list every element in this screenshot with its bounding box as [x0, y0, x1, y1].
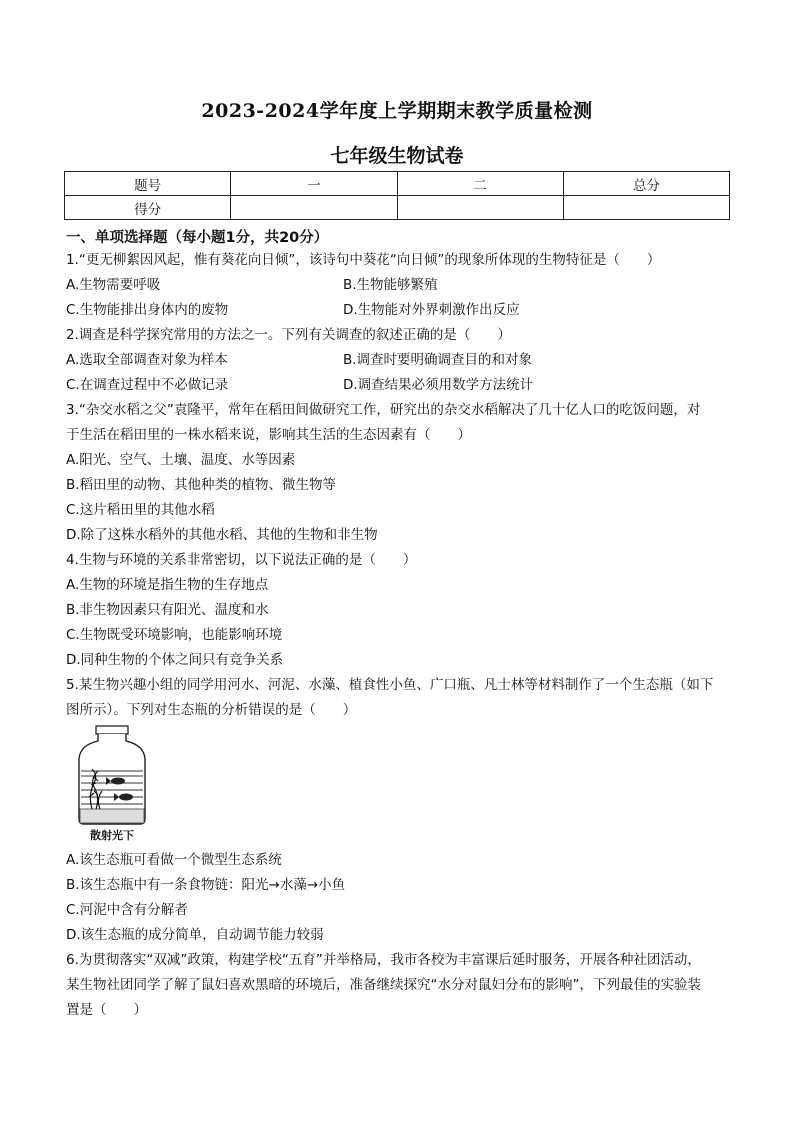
q6-stem-line1: 6.为贯彻落实“双减”政策，构建学校“五育”并举格局，我市各校为丰富课后延时服务，开展各种社团活动， [66, 952, 701, 968]
q2-option-d: D.调查结果必须用数学方法统计 [343, 377, 534, 393]
score-table-header: 一 [231, 172, 397, 196]
river-mud [80, 809, 144, 823]
q4-option-d: D.同种生物的个体之间只有竞争关系 [66, 652, 284, 668]
score-row-label: 得分 [65, 196, 231, 220]
score-cell[interactable] [397, 196, 563, 220]
ecological-bottle-figure [74, 725, 150, 843]
q5-option-d: D.该生态瓶的成分简单，自动调节能力较弱 [66, 927, 324, 943]
exam-title: 2023-2024学年度上学期期末教学质量检测 [201, 100, 593, 122]
q2-option-a: A.选取全部调查对象为样本 [66, 352, 228, 368]
score-table-header-row [65, 172, 730, 196]
exam-subtitle: 七年级生物试卷 [330, 145, 464, 167]
q4-option-c: C.生物既受环境影响，也能影响环境 [66, 627, 283, 643]
q1-option-a: A.生物需要呼吸 [66, 277, 161, 293]
q1-stem: 1.“更无柳絮因风起，惟有葵花向日倾”，该诗句中葵花“向日倾”的现象所体现的生物特征是（ ） [66, 252, 661, 268]
q3-stem-line1: 3.“杂交水稻之父”袁隆平，常年在稻田间做研究工作，研究出的杂交水稻解决了几十亿人口的吃饭问题，对 [66, 402, 701, 418]
q4-option-a: A.生物的环境是指生物的生存地点 [66, 577, 269, 593]
q1-option-b: B.生物能够繁殖 [343, 277, 438, 293]
q4-stem: 4.生物与环境的关系非常密切，以下说法正确的是（ ） [66, 552, 417, 568]
q3-option-c: C.这片稻田里的其他水稻 [66, 502, 215, 518]
q3-option-a: A.阳光、空气、土壤、温度、水等因素 [66, 452, 296, 468]
q5-option-c: C.河泥中含有分解者 [66, 902, 188, 918]
q3-option-d: D.除了这株水稻外的其他水稻、其他的生物和非生物 [66, 527, 378, 543]
q5-option-a: A.该生态瓶可看做一个微型生态系统 [66, 852, 282, 868]
q6-stem-line3: 置是（ ） [66, 1002, 147, 1018]
q2-option-c: C.在调查过程中不必做记录 [66, 377, 229, 393]
q5-stem-line1: 5.某生物兴趣小组的同学用河水、河泥、水藻、植食性小鱼、广口瓶、凡士林等材料制作了一个生态瓶（如下 [66, 677, 714, 693]
q2-stem: 2.调查是科学探究常用的方法之一。下列有关调查的叙述正确的是（ ） [66, 327, 511, 343]
score-cell[interactable] [231, 196, 397, 220]
q4-option-b: B.非生物因素只有阳光、温度和水 [66, 602, 269, 618]
score-table-header: 题号 [65, 172, 231, 196]
q2-option-b: B.调查时要明确调查目的和对象 [343, 352, 533, 368]
score-table-header: 二 [397, 172, 563, 196]
q6-stem-line2: 某生物社团同学了解了鼠妇喜欢黑暗的环境后，准备继续探究“水分对鼠妇分布的影响”，下列最佳的实验装 [66, 977, 701, 993]
score-cell[interactable] [563, 196, 729, 220]
section-heading: 一、单项选择题（每小题1分，共20分） [66, 230, 329, 246]
score-table [64, 171, 730, 220]
q3-stem-line2: 于生活在稻田里的一株水稻来说，影响其生活的生态因素有（ ） [66, 427, 471, 443]
score-table-score-row [65, 196, 730, 220]
q1-option-c: C.生物能排出身体内的废物 [66, 302, 229, 318]
score-table-header: 总分 [563, 172, 729, 196]
q5-option-b: B.该生态瓶中有一条食物链：阳光→水藻→小鱼 [66, 877, 346, 893]
q3-option-b: B.稻田里的动物、其他种类的植物、微生物等 [66, 477, 337, 493]
bottle-lid [96, 726, 128, 734]
figure-caption: 散射光下 [90, 829, 134, 842]
q5-stem-line2: 图所示）。下列对生态瓶的分析错误的是（ ） [66, 702, 357, 718]
q1-option-d: D.生物能对外界刺激作出反应 [343, 302, 520, 318]
